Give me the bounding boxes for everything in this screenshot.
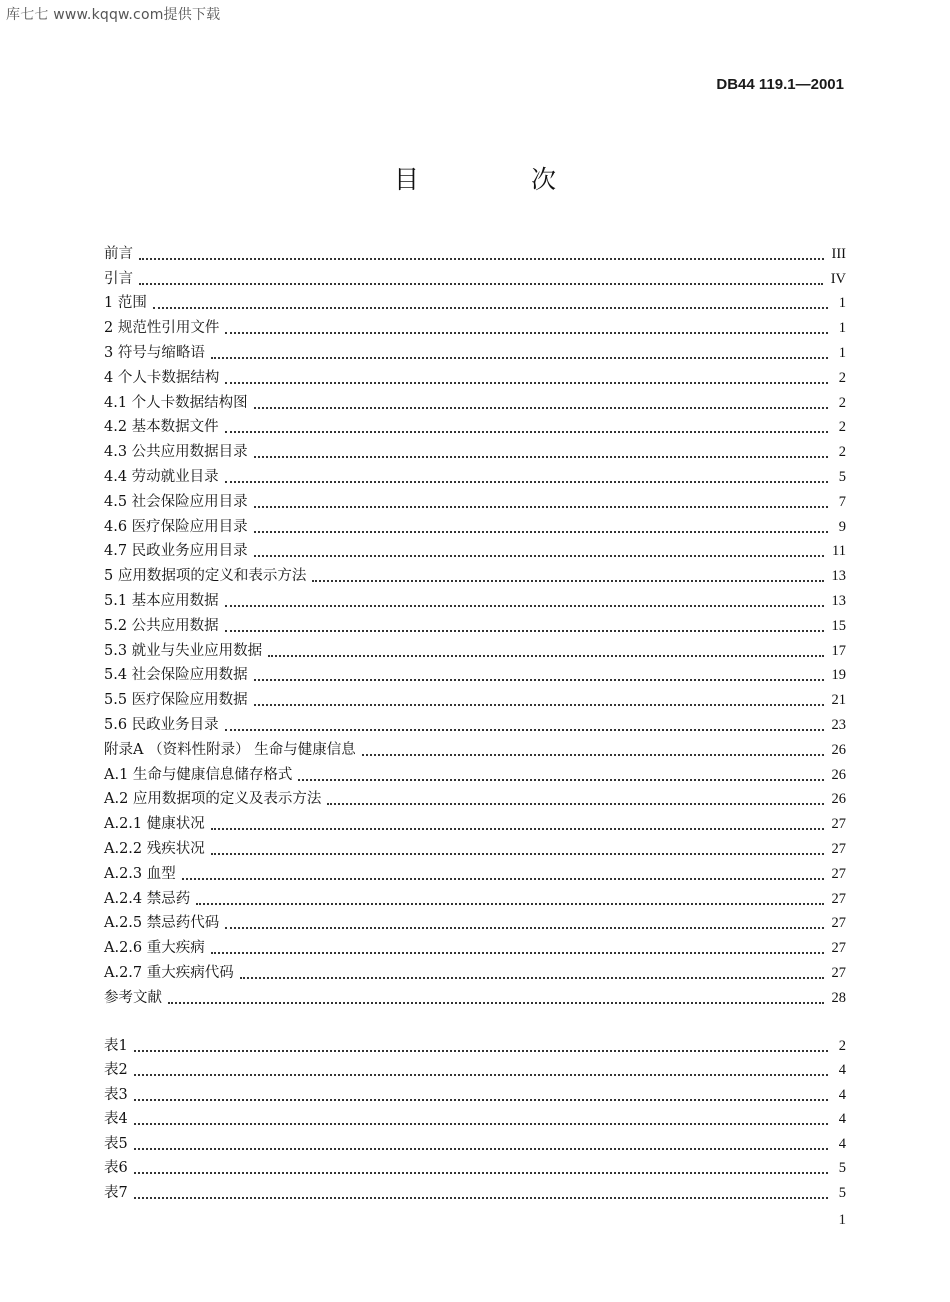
toc-entry bbox=[104, 263, 846, 288]
toc-entry-label: 5.2 公共应用数据 bbox=[104, 617, 219, 634]
table-entry bbox=[104, 1128, 846, 1153]
toc-entry-page: 5 bbox=[838, 468, 846, 485]
dot-leader bbox=[225, 427, 828, 433]
toc-entry-page: 2 bbox=[838, 369, 846, 386]
toc-entry bbox=[104, 957, 846, 982]
toc-entry-label: A.2.5 禁忌药代码 bbox=[104, 915, 220, 932]
dot-leader bbox=[225, 328, 828, 334]
dot-leader bbox=[211, 948, 824, 954]
dot-leader bbox=[134, 1070, 828, 1076]
toc-entry-label: 1 范围 bbox=[104, 295, 147, 312]
toc-entry bbox=[104, 511, 846, 536]
toc-entry-page: 27 bbox=[831, 940, 846, 957]
toc-entry-label: 表3 bbox=[104, 1086, 128, 1103]
dot-leader bbox=[298, 775, 823, 781]
toc-entry-page: 27 bbox=[831, 840, 846, 857]
toc-entry-page: 4 bbox=[838, 1062, 846, 1078]
dot-leader bbox=[134, 1095, 828, 1101]
toc-entry-label: 引言 bbox=[104, 270, 133, 287]
dot-leader bbox=[139, 254, 824, 260]
toc-entry-page: 27 bbox=[831, 865, 846, 882]
toc-entry bbox=[104, 784, 846, 809]
dot-leader bbox=[168, 998, 824, 1004]
table-entry bbox=[104, 1055, 846, 1080]
toc-entry-label: A.2.6 重大疾病 bbox=[104, 940, 205, 957]
toc-entry-label: 4.3 公共应用数据目录 bbox=[104, 444, 248, 461]
dot-leader bbox=[225, 477, 828, 483]
toc-entry-page: 26 bbox=[831, 791, 846, 808]
toc-entry-page: 13 bbox=[831, 592, 846, 609]
standard-code: DB44 119.1—2001 bbox=[716, 76, 844, 93]
toc-entry bbox=[104, 932, 846, 957]
toc-entry-label: 表7 bbox=[104, 1184, 128, 1201]
toc-entry-label: A.1 生命与健康信息储存格式 bbox=[104, 766, 293, 783]
toc-entry bbox=[104, 585, 846, 610]
dot-leader bbox=[254, 452, 828, 458]
dot-leader bbox=[225, 601, 824, 607]
toc-entry-page: 2 bbox=[838, 1037, 846, 1054]
toc-entry bbox=[104, 883, 846, 908]
dot-leader bbox=[153, 303, 828, 309]
dot-leader bbox=[254, 700, 824, 706]
toc-entry-page: 21 bbox=[831, 692, 846, 709]
toc-entry bbox=[104, 610, 846, 635]
toc-entry-page: 11 bbox=[832, 543, 846, 560]
toc-entry-page: 1 bbox=[838, 295, 846, 312]
dot-leader bbox=[268, 651, 823, 657]
dot-leader bbox=[254, 527, 828, 533]
toc-entry-label: A.2.3 血型 bbox=[104, 865, 176, 882]
toc-entry bbox=[104, 412, 846, 437]
dot-leader bbox=[254, 551, 824, 557]
toc-entry-page: 5 bbox=[838, 1184, 846, 1201]
toc-entry-label: A.2.1 健康状况 bbox=[104, 816, 205, 833]
toc-entry bbox=[104, 833, 846, 858]
toc-entry-label: 5 应用数据项的定义和表示方法 bbox=[104, 568, 307, 585]
toc-entry bbox=[104, 858, 846, 883]
dot-leader bbox=[225, 378, 828, 384]
toc-entry bbox=[104, 387, 846, 412]
toc-entry bbox=[104, 461, 846, 486]
table-entry bbox=[104, 1104, 846, 1129]
watermark-text: 库七七 www.kqqw.com提供下载 bbox=[6, 7, 221, 23]
toc-entry bbox=[104, 635, 846, 660]
toc-entry bbox=[104, 908, 846, 933]
toc-entry-page: 9 bbox=[838, 518, 846, 535]
toc-entry-page: 27 bbox=[831, 915, 846, 932]
toc-entry-page: 19 bbox=[831, 667, 846, 684]
dot-leader bbox=[225, 725, 824, 731]
toc-entry bbox=[104, 337, 846, 362]
dot-leader bbox=[240, 973, 824, 979]
toc-entry bbox=[104, 684, 846, 709]
toc-entry-page: 27 bbox=[831, 816, 846, 833]
dot-leader bbox=[134, 1144, 828, 1150]
dot-leader bbox=[134, 1119, 828, 1125]
page-title: 目 次 bbox=[394, 165, 608, 194]
dot-leader bbox=[312, 576, 823, 582]
toc-entry-page: 15 bbox=[831, 617, 846, 634]
toc-entry-label: 4.2 基本数据文件 bbox=[104, 419, 219, 436]
toc-entry-label: 4 个人卡数据结构 bbox=[104, 369, 220, 386]
toc-entry-label: 4.5 社会保险应用目录 bbox=[104, 493, 248, 510]
toc-entry-label: 2 规范性引用文件 bbox=[104, 320, 220, 337]
toc-entry-page: 4 bbox=[838, 1135, 846, 1152]
toc-entry bbox=[104, 560, 846, 585]
toc-entry-label: 表2 bbox=[104, 1062, 128, 1078]
toc-entry-page: 2 bbox=[838, 419, 846, 436]
toc-entry-label: 5.1 基本应用数据 bbox=[104, 592, 219, 609]
toc-entry-label: 5.5 医疗保险应用数据 bbox=[104, 692, 248, 709]
toc-entry-label: 4.6 医疗保险应用目录 bbox=[104, 518, 248, 535]
dot-leader bbox=[134, 1193, 828, 1199]
toc-entry-page: 23 bbox=[831, 716, 846, 733]
toc-entry-page: III bbox=[831, 245, 846, 262]
toc-entry bbox=[104, 808, 846, 833]
toc-entry-label: A.2 应用数据项的定义及表示方法 bbox=[104, 791, 322, 808]
toc-entry bbox=[104, 536, 846, 561]
toc-entry-page: 4 bbox=[838, 1111, 846, 1127]
toc-entry bbox=[104, 734, 846, 759]
toc-entry-label: 表4 bbox=[104, 1111, 128, 1127]
dot-leader bbox=[211, 353, 828, 359]
dot-leader bbox=[254, 502, 828, 508]
toc-entry-page: 2 bbox=[838, 444, 846, 461]
toc-entry-page: 26 bbox=[831, 741, 846, 758]
dot-leader bbox=[225, 626, 824, 632]
toc-entry-label: 表5 bbox=[104, 1135, 128, 1152]
toc-entry-label: 参考文献 bbox=[104, 989, 162, 1006]
toc-entry-label: 5.6 民政业务目录 bbox=[104, 716, 219, 733]
toc-entry-label: 3 符号与缩略语 bbox=[104, 344, 205, 361]
toc-entry bbox=[104, 312, 846, 337]
dot-leader bbox=[254, 403, 828, 409]
dot-leader bbox=[254, 675, 824, 681]
toc-entry-page: 13 bbox=[831, 568, 846, 585]
list-of-tables bbox=[104, 1030, 846, 1202]
toc-entry bbox=[104, 436, 846, 461]
toc-entry-label: 5.3 就业与失业应用数据 bbox=[104, 642, 263, 659]
toc-entry-page: 2 bbox=[838, 394, 846, 411]
toc-entry bbox=[104, 486, 846, 511]
toc-entry-label: A.2.2 残疾状况 bbox=[104, 840, 205, 857]
toc-entry-label: 附录A （资料性附录） 生命与健康信息 bbox=[104, 741, 356, 758]
table-entry bbox=[104, 1079, 846, 1104]
toc-entry bbox=[104, 238, 846, 263]
table-entry bbox=[104, 1177, 846, 1202]
dot-leader bbox=[327, 799, 823, 805]
toc-entry-label: 表6 bbox=[104, 1160, 128, 1176]
table-entry bbox=[104, 1030, 846, 1055]
toc-entry-page: 27 bbox=[831, 890, 846, 907]
toc-entry-label: 表1 bbox=[104, 1037, 128, 1054]
toc-entry-page: 28 bbox=[831, 989, 846, 1006]
dot-leader bbox=[139, 279, 823, 285]
dot-leader bbox=[225, 923, 823, 929]
toc-entry bbox=[104, 288, 846, 313]
dot-leader bbox=[134, 1168, 828, 1174]
dot-leader bbox=[182, 874, 824, 880]
toc-entry-page: 1 bbox=[838, 344, 846, 361]
toc-entry bbox=[104, 362, 846, 387]
toc-entry-page: 27 bbox=[831, 964, 846, 981]
toc-entry-page: 26 bbox=[831, 766, 846, 783]
toc-entry-label: A.2.4 禁忌药 bbox=[104, 890, 191, 907]
toc-entry-page: 5 bbox=[838, 1160, 846, 1176]
toc-entry-page: 7 bbox=[838, 493, 846, 510]
toc-entry-page: IV bbox=[830, 270, 846, 287]
toc-entry-label: 4.4 劳动就业目录 bbox=[104, 468, 219, 485]
toc-entry bbox=[104, 660, 846, 685]
dot-leader bbox=[211, 849, 824, 855]
toc-entry-label: 前言 bbox=[104, 245, 133, 262]
table-of-contents bbox=[104, 238, 846, 1007]
toc-entry-label: A.2.7 重大疾病代码 bbox=[104, 964, 234, 981]
toc-entry bbox=[104, 759, 846, 784]
toc-entry bbox=[104, 982, 846, 1007]
dot-leader bbox=[211, 824, 824, 830]
dot-leader bbox=[134, 1046, 828, 1052]
dot-leader bbox=[362, 750, 824, 756]
toc-entry-page: 17 bbox=[831, 642, 846, 659]
toc-entry-page: 1 bbox=[838, 320, 846, 337]
toc-entry-label: 4.7 民政业务应用目录 bbox=[104, 543, 248, 560]
toc-entry-label: 5.4 社会保险应用数据 bbox=[104, 667, 248, 684]
table-entry bbox=[104, 1153, 846, 1178]
dot-leader bbox=[196, 899, 823, 905]
toc-entry-label: 4.1 个人卡数据结构图 bbox=[104, 394, 248, 411]
toc-entry-page: 4 bbox=[838, 1086, 846, 1103]
toc-entry bbox=[104, 709, 846, 734]
page-number: 1 bbox=[838, 1212, 846, 1228]
